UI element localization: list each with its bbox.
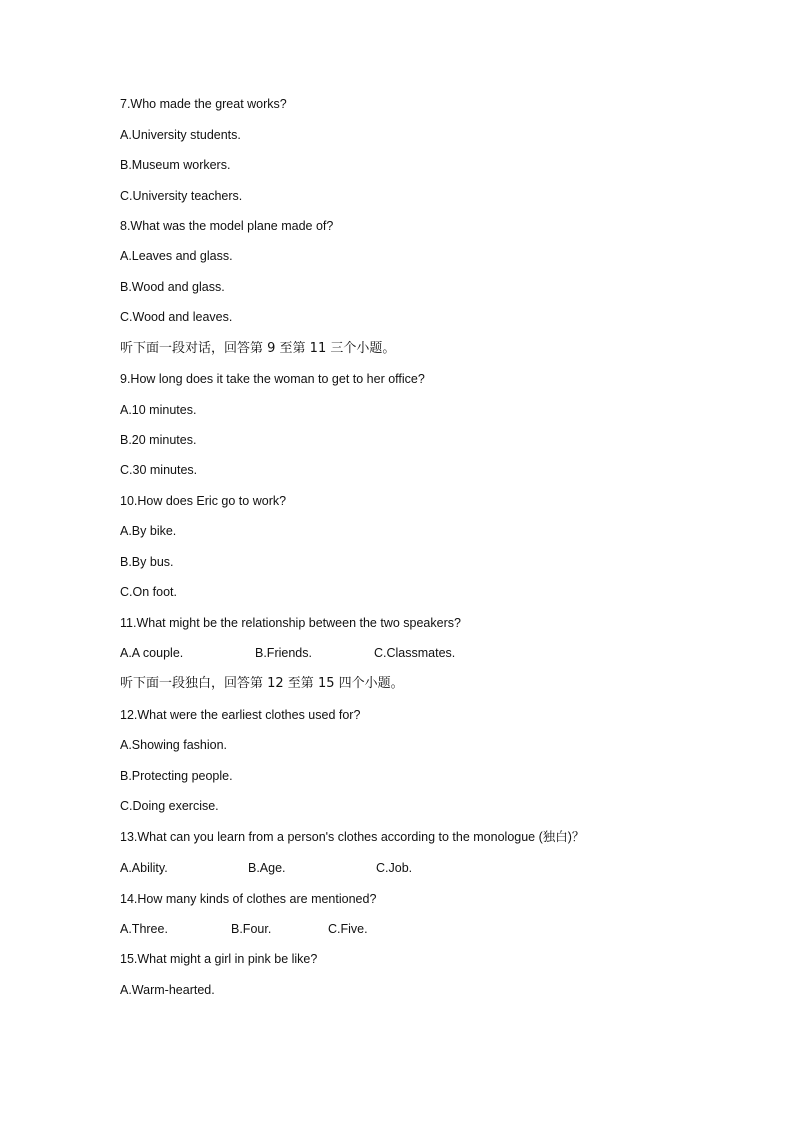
q14-option-a: A.Three. [120, 922, 168, 936]
q10-option-a: A.By bike. [120, 524, 177, 538]
q11-option-a: A.A couple. [120, 646, 184, 660]
question-8: 8.What was the model plane made of? [120, 219, 334, 233]
q7-option-b: B.Museum workers. [120, 158, 231, 172]
question-14: 14.How many kinds of clothes are mentioned? [120, 892, 377, 906]
question-15: 15.What might a girl in pink be like? [120, 952, 318, 966]
question-12: 12.What were the earliest clothes used for? [120, 708, 361, 722]
q12-option-b: B.Protecting people. [120, 769, 233, 783]
question-7: 7.Who made the great works? [120, 97, 287, 111]
q13-option-c: C.Job. [376, 861, 413, 875]
q10-option-b: B.By bus. [120, 555, 174, 569]
q9-option-c: C.30 minutes. [120, 463, 198, 477]
q7-option-c: C.University teachers. [120, 189, 243, 203]
q8-option-b: B.Wood and glass. [120, 280, 225, 294]
question-9: 9.How long does it take the woman to get to her office? [120, 372, 425, 386]
q11-options-row [120, 645, 620, 661]
question-13: 13.What can you learn from a person's clothes according to the monologue (独白)？ [120, 830, 585, 844]
q14-option-b: B.Four. [231, 922, 272, 936]
q11-option-c: C.Classmates. [374, 646, 456, 660]
q12-option-a: A.Showing fashion. [120, 738, 228, 752]
q15-option-a: A.Warm-hearted. [120, 983, 215, 997]
q9-option-b: B.20 minutes. [120, 433, 197, 447]
question-11: 11.What might be the relationship between the two speakers? [120, 616, 461, 630]
q13-option-b: B.Age. [248, 861, 286, 875]
q7-option-a: A.University students. [120, 128, 241, 142]
q13-option-a: A.Ability. [120, 861, 168, 875]
q8-option-a: A.Leaves and glass. [120, 249, 233, 263]
q8-option-c: C.Wood and leaves. [120, 310, 233, 324]
section-instruction-dialogue: 听下面一段对话，回答第 9 至第 11 三个小题。 [120, 341, 396, 356]
question-10: 10.How does Eric go to work? [120, 494, 287, 508]
q12-option-c: C.Doing exercise. [120, 799, 219, 813]
q9-option-a: A.10 minutes. [120, 403, 197, 417]
section-instruction-monologue: 听下面一段独白，回答第 12 至第 15 四个小题。 [120, 676, 404, 691]
q14-option-c: C.Five. [328, 922, 368, 936]
q14-options-row [120, 921, 620, 937]
q13-options-row [120, 860, 620, 876]
q10-option-c: C.On foot. [120, 585, 177, 599]
q11-option-b: B.Friends. [255, 646, 312, 660]
